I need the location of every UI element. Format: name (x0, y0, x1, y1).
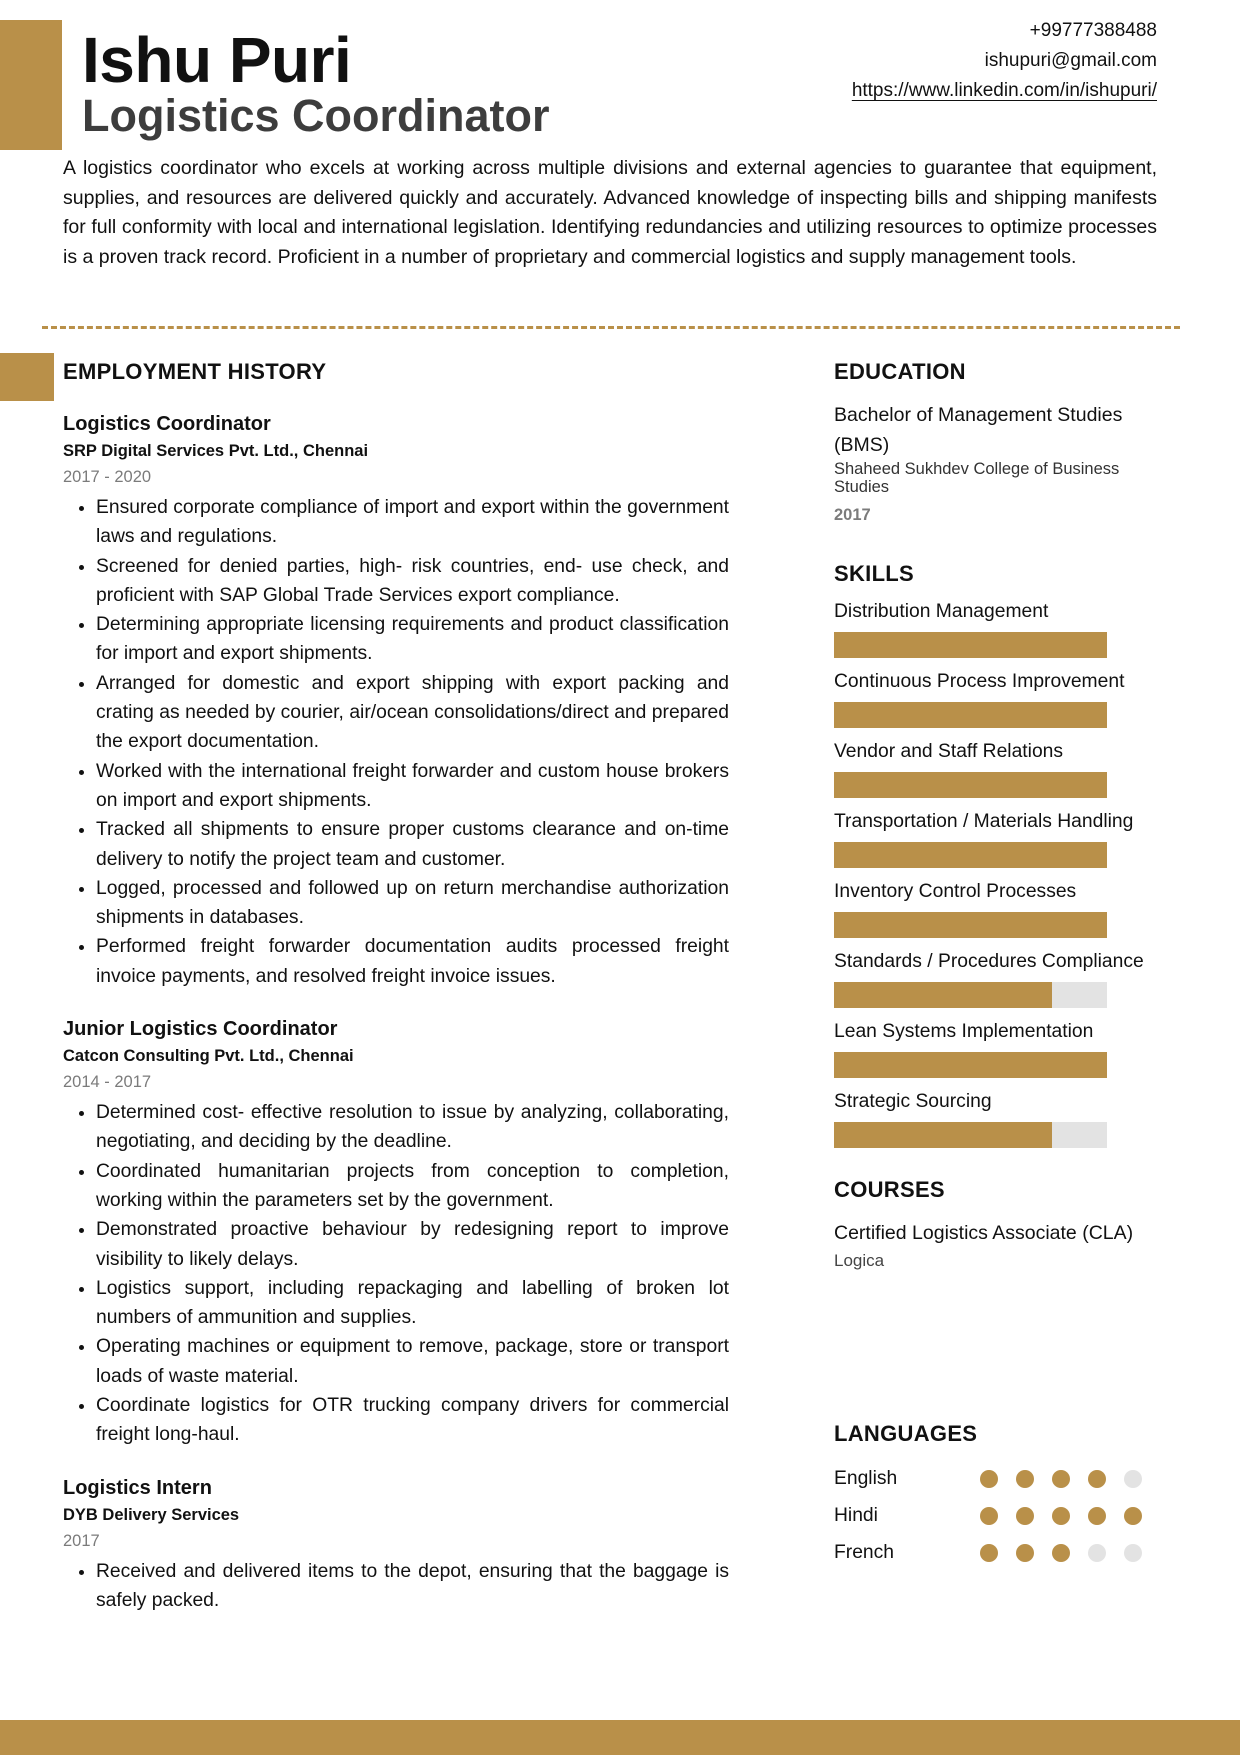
job-dates: 2014 - 2017 (63, 1073, 152, 1092)
skill-list (834, 602, 1164, 1148)
skill-level-bar (834, 842, 1107, 868)
section-accent-bar (0, 353, 54, 401)
job-title: Junior Logistics Coordinator (63, 1018, 338, 1041)
skill-name: Distribution Management (834, 601, 1049, 622)
job-duty: • Screened for denied parties, high- risk countries, end- use check, and proficient with SAP Global Trade Services export compliance. (96, 552, 729, 611)
linkedin-link[interactable]: https://www.linkedin.com/in/ishupuri/ (851, 80, 1157, 101)
rating-dot-filled (1088, 1507, 1106, 1525)
language-name: French (834, 1541, 895, 1563)
skill-level-fill (834, 912, 1107, 938)
language-rating (980, 1507, 1142, 1525)
skill-level-fill (834, 1052, 1107, 1078)
skill-name: Standards / Procedures Compliance (834, 951, 1144, 972)
course-organization: Logica (834, 1251, 885, 1270)
course-name: Certified Logistics Associate (CLA) (834, 1222, 1134, 1244)
rating-dot-filled (1016, 1544, 1034, 1562)
candidate-name: Ishu Puri (82, 24, 352, 96)
job-title: Logistics Coordinator (63, 413, 271, 435)
skills-heading: SKILLS (834, 561, 915, 586)
job-entry (63, 1015, 729, 1450)
skill-level-bar (834, 632, 1107, 658)
job-duty: • Received and delivered items to the depot, ensuring that the baggage is safely packed. (96, 1557, 729, 1616)
job-duty: • Logged, processed and followed up on return merchandise authorization shipments in databases. (96, 874, 729, 933)
footer-accent-bar (0, 1720, 1240, 1755)
skill-level-bar (834, 702, 1107, 728)
courses-section (834, 1174, 1164, 1274)
rating-dot-filled (1016, 1507, 1034, 1525)
contact-block (852, 16, 1157, 106)
skill-level-bar (834, 1122, 1107, 1148)
language-rating (980, 1470, 1142, 1488)
language-name: Hindi (834, 1504, 878, 1526)
job-duty: • Determining appropriate licensing requirements and product classification for import and export shipments. (96, 610, 729, 669)
education-year: 2017 (834, 506, 871, 524)
skill-item (834, 672, 1164, 728)
language-list (834, 1460, 1164, 1571)
dashed-divider (42, 326, 1180, 329)
job-duty: • Tracked all shipments to ensure proper customs clearance and on-time delivery to notify the project team and customer. (96, 815, 729, 874)
skill-level-fill (834, 1122, 1052, 1148)
skill-name: Vendor and Staff Relations (834, 741, 1064, 762)
skill-item (834, 812, 1164, 868)
employment-history (63, 356, 729, 1615)
skill-name: Lean Systems Implementation (834, 1021, 1094, 1042)
rating-dot-filled (980, 1507, 998, 1525)
skill-level-bar (834, 982, 1107, 1008)
education-section (834, 356, 1164, 528)
skill-level-fill (834, 632, 1107, 658)
profile-summary: A logistics coordinator who excels at working across multiple divisions and external agencies to guarantee that equipment, supplies, and resources are delivered quickly and accurately. Advanced knowledge of inspecting bills and shipping manifests for full conformity with local and international legislation. Identifying redundancies and utilizing resources to optimize processes is a proven track record. Proficient in a number of proprietary and commercial logistics and supply management tools. (63, 157, 1157, 268)
job-duty: • Worked with the international freight forwarder and custom house brokers on import and export shipments. (96, 757, 729, 816)
skill-level-fill (834, 772, 1107, 798)
job-duty: • Coordinated humanitarian projects from conception to completion, working within the parameters set by the government. (96, 1157, 729, 1216)
language-name: English (834, 1467, 898, 1489)
skill-name: Strategic Sourcing (834, 1091, 992, 1112)
job-dates: 2017 - 2020 (63, 468, 152, 486)
job-duties (63, 1557, 729, 1616)
rating-dot-filled (980, 1470, 998, 1488)
job-company: SRP Digital Services Pvt. Ltd., Chennai (63, 442, 369, 460)
skill-name: Transportation / Materials Handling (834, 811, 1134, 832)
rating-dot-empty (1124, 1470, 1142, 1488)
language-item (834, 1460, 1164, 1497)
rating-dot-empty (1124, 1544, 1142, 1562)
skill-item (834, 882, 1164, 938)
skill-level-bar (834, 772, 1107, 798)
rating-dot-filled (1052, 1470, 1070, 1488)
rating-dot-filled (1016, 1470, 1034, 1488)
skill-item (834, 952, 1164, 1008)
job-company: DYB Delivery Services (63, 1505, 240, 1524)
job-duties (63, 493, 729, 991)
phone-number: +99777388488 (1029, 20, 1157, 41)
skill-item (834, 1092, 1164, 1148)
rating-dot-empty (1088, 1544, 1106, 1562)
education-degree: Bachelor of Management Studies (BMS) (834, 404, 1123, 456)
education-heading: EDUCATION (834, 359, 966, 384)
candidate-title: Logistics Coordinator (82, 90, 550, 141)
job-list (63, 410, 729, 1615)
job-duty: • Logistics support, including repackaging and labelling of broken lot numbers of ammunition and supplies. (96, 1274, 729, 1333)
education-school: Shaheed Sukhdev College of Business Studies (834, 460, 1120, 496)
skill-level-fill (834, 982, 1052, 1008)
rating-dot-filled (980, 1544, 998, 1562)
job-duty: • Ensured corporate compliance of import and export within the government laws and regulations. (96, 493, 729, 552)
languages-section (834, 1418, 1164, 1571)
email-address[interactable]: ishupuri@gmail.com (984, 50, 1157, 71)
skills-section (834, 558, 1164, 1148)
skill-level-fill (834, 702, 1107, 728)
rating-dot-filled (1052, 1544, 1070, 1562)
job-duty: • Arranged for domestic and export shipping with export packing and crating as needed by courier, air/ocean consolidations/direct and prepared the export documentation. (96, 669, 729, 757)
job-duty: • Performed freight forwarder documentation audits processed freight invoice payments, and resolved freight invoice issues. (96, 932, 729, 991)
job-title: Logistics Intern (63, 1476, 212, 1499)
job-dates: 2017 (63, 1531, 100, 1550)
header-accent-bar (0, 20, 62, 150)
courses-heading: COURSES (834, 1177, 945, 1202)
rating-dot-filled (1124, 1507, 1142, 1525)
job-duties (63, 1098, 729, 1450)
job-duty: • Demonstrated proactive behaviour by redesigning report to improve visibility to likely delays. (96, 1215, 729, 1274)
skill-item (834, 742, 1164, 798)
language-item (834, 1534, 1164, 1571)
skill-item (834, 1022, 1164, 1078)
job-company: Catcon Consulting Pvt. Ltd., Chennai (63, 1047, 354, 1066)
skill-level-bar (834, 912, 1107, 938)
skill-level-bar (834, 1052, 1107, 1078)
rating-dot-filled (1052, 1507, 1070, 1525)
job-duty: • Determined cost- effective resolution to issue by analyzing, collaborating, negotiating, and deciding by the deadline. (96, 1098, 729, 1157)
language-item (834, 1497, 1164, 1534)
job-duty: • Coordinate logistics for OTR trucking company drivers for commercial freight long-haul. (96, 1391, 729, 1450)
skill-name: Inventory Control Processes (834, 881, 1077, 902)
skill-item (834, 602, 1164, 658)
languages-heading: LANGUAGES (834, 1421, 978, 1446)
job-entry (63, 1474, 729, 1616)
rating-dot-filled (1088, 1470, 1106, 1488)
skill-name: Continuous Process Improvement (834, 671, 1125, 692)
sidebar (834, 356, 1164, 1274)
job-entry (63, 410, 729, 991)
employment-heading: EMPLOYMENT HISTORY (63, 359, 327, 384)
skill-level-fill (834, 842, 1107, 868)
job-duty: • Operating machines or equipment to remove, package, store or transport loads of waste material. (96, 1332, 729, 1391)
language-rating (980, 1544, 1142, 1562)
